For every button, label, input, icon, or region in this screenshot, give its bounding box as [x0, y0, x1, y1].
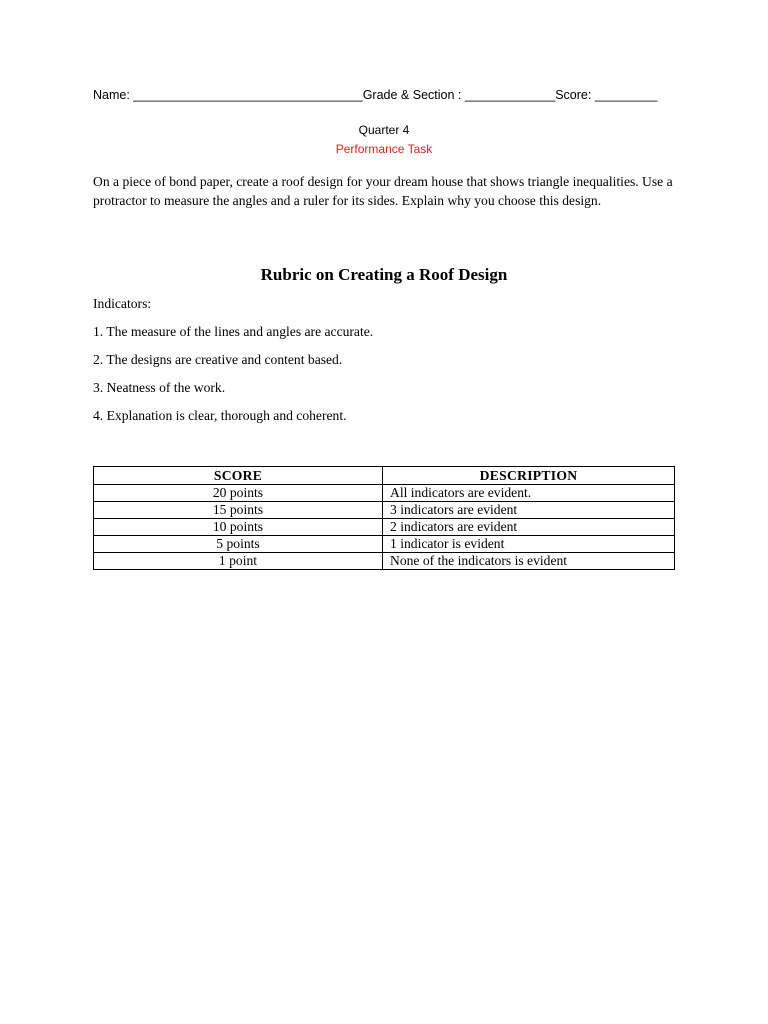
indicator-item: 2. The designs are creative and content based.	[93, 352, 343, 367]
score-cell: 20 points	[94, 485, 383, 502]
indicators-label: Indicators:	[93, 296, 152, 311]
indicator-item: 4. Explanation is clear, thorough and coherent.	[93, 408, 347, 423]
table-row	[94, 485, 675, 502]
grade-section-field-label: Grade & Section : _____________	[362, 88, 556, 102]
description-cell: 2 indicators are evident	[383, 519, 675, 536]
rubric-title: Rubric on Creating a Roof Design	[260, 265, 508, 284]
table-header-row	[94, 467, 675, 485]
rubric-score-table	[93, 466, 675, 570]
quarter-heading: Quarter 4	[358, 123, 410, 137]
indicator-item: 3. Neatness of the work.	[93, 380, 226, 395]
score-cell: 10 points	[94, 519, 383, 536]
description-column-header: DESCRIPTION	[383, 467, 675, 485]
score-cell: 15 points	[94, 502, 383, 519]
description-cell: 3 indicators are evident	[383, 502, 675, 519]
student-info-line	[93, 88, 693, 102]
name-field-label: Name: _________________________________	[93, 88, 363, 102]
description-cell: None of the indicators is evident	[383, 553, 675, 570]
table-row	[94, 553, 675, 570]
score-cell: 5 points	[94, 536, 383, 553]
score-field-label: Score: _________	[555, 88, 658, 102]
task-instructions: On a piece of bond paper, create a roof design for your dream house that shows triangle inequalities. Use a protractor to measure the angles and a ruler for its sides. Explain why you choose this design.	[93, 174, 673, 208]
performance-task-heading: Performance Task	[335, 142, 433, 156]
table-row	[94, 502, 675, 519]
description-cell: 1 indicator is evident	[383, 536, 675, 553]
score-cell: 1 point	[94, 553, 383, 570]
indicator-item: 1. The measure of the lines and angles are accurate.	[93, 324, 374, 339]
table-row	[94, 536, 675, 553]
score-column-header: SCORE	[94, 467, 383, 485]
description-cell: All indicators are evident.	[383, 485, 675, 502]
table-row	[94, 519, 675, 536]
